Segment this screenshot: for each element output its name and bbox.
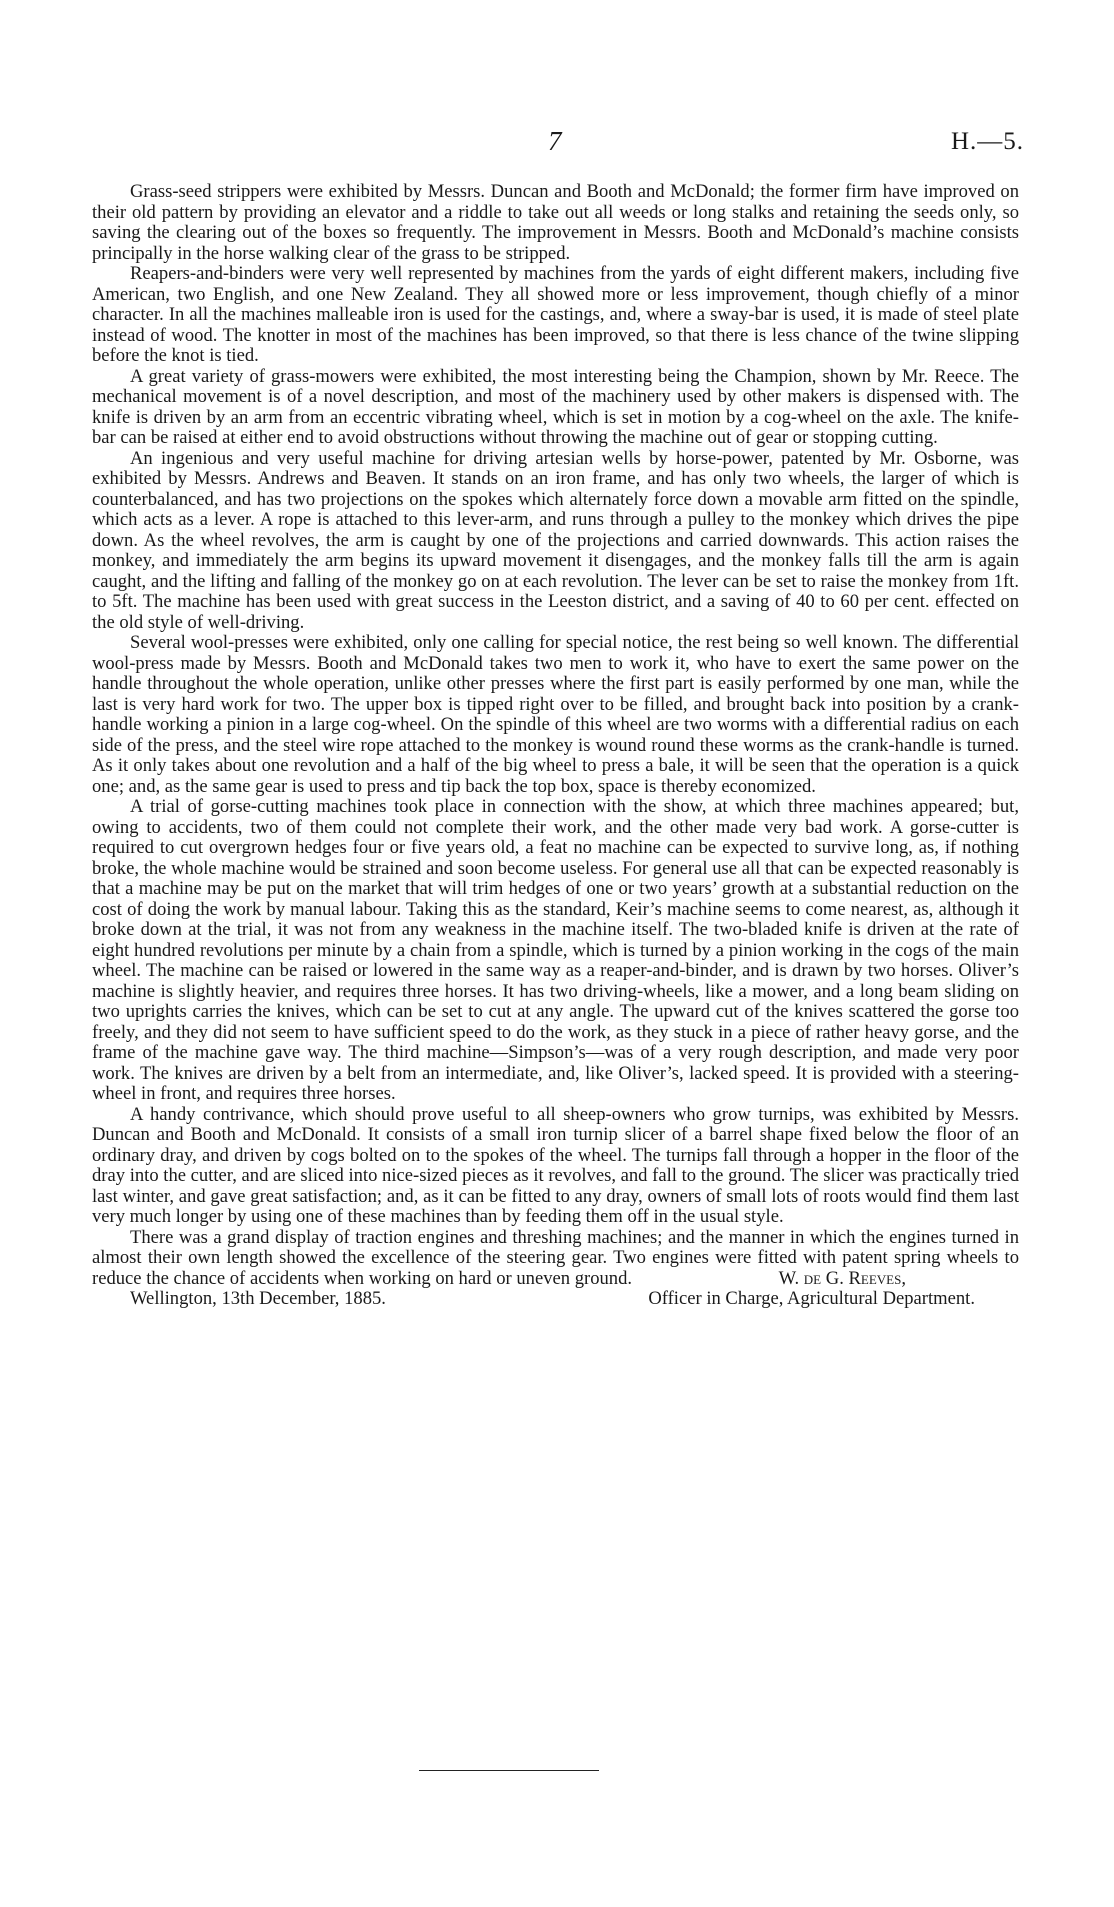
paragraph-grass-seed-strippers: Grass-seed strippers were exhibited by Messrs. Duncan and Booth and McDonald; the former firm have improved on their old pattern by providing an elevator and a riddle to take out all weeds or long stalks and retaining the seeds only, so saving the clearing out of the boxes so frequently. The improvement in Messrs. Booth and McDonald’s machine consists principally in the horse walking clear of the grass to be stripped. [92,181,1019,264]
paragraph-wool-presses: Several wool-presses were exhibited, only one calling for special notice, the rest being so well known. The differential wool-press made by Messrs. Booth and McDonald takes two men to work it, who have to exert the same power on the handle throughout the whole operation, unlike other presses where the first part is easily performed by one man, while the last is very hard work for two. The upper box is tipped right over to be filled, and brought back into position by a crank-handle working a pinion in a large cog-wheel. On the spindle of this wheel are two worms with a differential radius on each side of the press, and the steel wire rope attached to the monkey is wound round these worms as the crank-handle is turned. As it only takes about one revolution and a half of the big wheel to press a bale, it will be seen that the operation is a quick one; and, as the same gear is used to press and tip back the top box, space is thereby economized. [92,632,1019,797]
final-paragraph-text: There was a grand display of traction engines and threshing machines; and the manner in which the engines turned in almost their own length showed the excellence of the steering gear. Two engines were fitted with patent spring wheels to reduce the chance of accidents when working on hard or uneven ground. [92,1226,1019,1289]
closing-rule [419,1770,599,1771]
paragraph-artesian-well-machine: An ingenious and very useful machine for driving artesian wells by horse-power, patented by Mr. Osborne, was exhibited by Messrs. Andrews and Beaven. It stands on an iron frame, and has only two wheels, the larger of which is counterbalanced, and has two projections on the spokes which alternately force down a movable arm fitted on the spindle, which acts as a lever. A rope is attached to this lever-arm, and runs through a pulley to the monkey which drives the pipe down. As the wheel revolves, the arm is caught by one of the projections and carried downwards. This action raises the monkey, and immediately the arm begins its upward movement it disengages, and the monkey falls till the arm is again caught, and the lifting and falling of the monkey go on at each revolution. The lever can be set to raise the monkey from 1ft. to 5ft. The machine has been used with great success in the Leeston district, and a saving of 40 to 60 per cent. effected on the old style of well-driving. [92,447,1019,633]
paragraph-traction-engines [92,1228,1019,1290]
paragraph-reapers-and-binders: Reapers-and-binders were very well represented by machines from the yards of eight different makers, including five American, two English, and one New Zealand. They all showed more or less improvement, though chiefly of a minor character. In all the machines malleable iron is used for the castings, and, where a sway-bar is used, it is made of steel plate instead of wood. The knotter in most of the machines has been improved, so that there is less chance of the twine slipping before the knot is tied. [92,263,1019,366]
signature-title: Officer in Charge, Agricultural Department. [648,1288,975,1309]
signature-place-date: Wellington, 13th December, 1885. [130,1288,386,1309]
signature-block [92,1289,1019,1310]
paragraph-gorse-cutting: A trial of gorse-cutting machines took place in connection with the show, at which three machines appeared; but, owing to accidents, two of them could not complete their work, and the other made very bad work. A gorse-cutter is required to cut overgrown hedges four or five years old, a feat no machine can be expected to survive long, as, if nothing broke, the whole machine would be strained and soon become useless. For general use all that can be expected reasonably is that a machine may be put on the market that will trim hedges of one or two years’ growth at a substantial reduction on the cost of doing the work by manual labour. Taking this as the standard, Keir’s machine seems to come nearest, as, although it broke down at the trial, it was not from any weakness in the machine itself. The two-bladed knife is driven at the rate of eight hundred revolutions per minute by a chain from a spindle, which is turned by a pinion working in the cogs of the main wheel. The machine can be raised or lowered in the same way as a reaper-and-binder, and is drawn by two horses. Oliver’s machine is slightly heavier, and requires three horses. It has two driving-wheels, like a mower, and a long beam sliding on two uprights carries the knives, which can be set to cut at any angle. The upward cut of the knives scattered the gorse too freely, and they did not seem to have sufficient speed to do the work, as they stuck in a piece of rather heavy gorse, and the frame of the machine gave way. The third machine—Simpson’s—was of a very rough description, and made very poor work. The knives are driven by a belt from an intermediate, and, like Oliver’s, lacked speed. It is provided with a steering-wheel in front, and requires three horses. [92,796,1019,1104]
document-reference: H.—5. [950,128,1024,155]
page-number: 7 [548,126,562,156]
paragraph-grass-mowers: A great variety of grass-mowers were exhibited, the most interesting being the Champion, shown by Mr. Reece. The mechanical movement is of a novel description, and most of the machinery used by other makers is dispensed with. The knife is driven by an arm from an eccentric vibrating wheel, which is set in motion by a cog-wheel on the axle. The knife-bar can be raised at either end to avoid obstructions without throwing the machine out of gear or stopping cutting. [92,365,1019,448]
signature-name: W. de G. Reeves, [778,1267,906,1289]
paragraph-turnip-slicer: A handy contrivance, which should prove useful to all sheep-owners who grow turnips, was exhibited by Messrs. Duncan and Booth and McDonald. It consists of a small iron turnip slicer of a barrel shape fixed below the floor of an ordinary dray, and driven by cogs bolted on to the spokes of the wheel. The turnips fall through a hopper in the floor of the dray into the cutter, and are sliced into nice-sized pieces as it revolves, and fall to the ground. The slicer was practically tried last winter, and gave great satisfaction; and, as it can be fitted to any dray, owners of small lots of roots would find them last very much longer by using one of these machines than by feeding them off in the usual style. [92,1103,1019,1227]
report-body [92,182,1019,1310]
